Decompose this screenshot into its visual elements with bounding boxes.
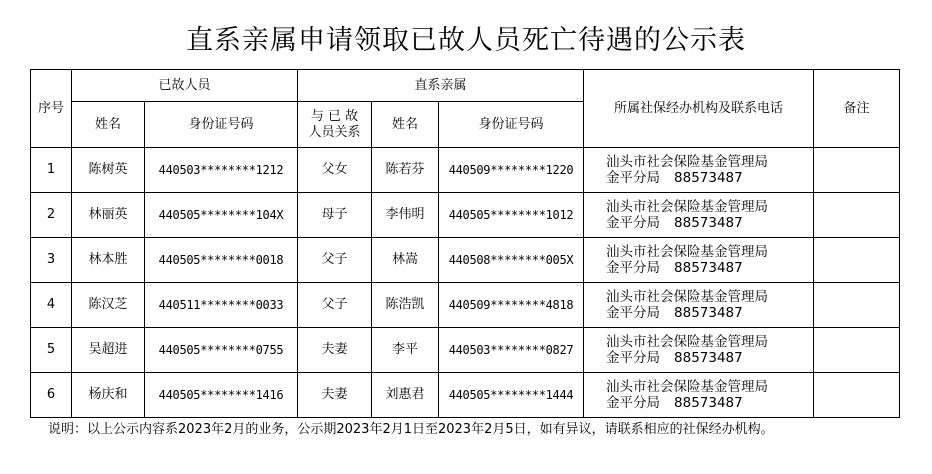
header-row-1: [31, 70, 900, 102]
table-row: [31, 283, 900, 328]
header-relative: 直系亲属: [298, 70, 584, 102]
cell-name: 陈汉芝: [72, 283, 145, 328]
cell-relation: 父子: [298, 283, 372, 328]
cell-seq: 5: [31, 328, 72, 373]
agency-name: 汕头市社会保险基金管理局: [606, 199, 769, 215]
agency-branch: 金平分局: [606, 395, 661, 411]
cell-rel-name: 陈浩凯: [372, 283, 439, 328]
cell-remark: [814, 193, 900, 238]
agency-phone: 88573487: [674, 170, 743, 186]
agency-phone: 88573487: [674, 350, 743, 366]
agency-contact: [606, 260, 813, 276]
header-seq: 序号: [31, 70, 72, 148]
cell-agency: [584, 373, 814, 418]
agency-contact: [606, 170, 813, 186]
cell-id: 440505********0018: [145, 238, 298, 283]
cell-remark: [814, 328, 900, 373]
cell-remark: [814, 148, 900, 193]
header-agency: 所属社保经办机构及联系电话: [584, 70, 814, 148]
table-row: [31, 238, 900, 283]
agency-branch: 金平分局: [606, 260, 661, 276]
header-relation-line2: 人员关系: [308, 124, 361, 140]
cell-agency: [584, 148, 814, 193]
cell-remark: [814, 373, 900, 418]
cell-rel-name: 李伟明: [372, 193, 439, 238]
table-row: [31, 328, 900, 373]
header-id: 身份证号码: [145, 102, 298, 148]
cell-id: 440505********0755: [145, 328, 298, 373]
header-deceased: 已故人员: [72, 70, 298, 102]
table-row: [31, 193, 900, 238]
cell-seq: 1: [31, 148, 72, 193]
cell-rel-id: 440509********4818: [439, 283, 584, 328]
agency-contact: [606, 350, 813, 366]
agency-contact: [606, 215, 813, 231]
footnote: 说明：以上公示内容系2023年2月的业务，公示期2023年2月1日至2023年2月5日，如有异议，请联系相应的社保经办机构。: [48, 422, 774, 437]
cell-relation: 夫妻: [298, 328, 372, 373]
cell-relation: 父子: [298, 238, 372, 283]
cell-relation: 母子: [298, 193, 372, 238]
cell-rel-name: 李平: [372, 328, 439, 373]
cell-name: 林本胜: [72, 238, 145, 283]
cell-rel-id: 440508********005X: [439, 238, 584, 283]
agency-contact: [606, 395, 813, 411]
page-title: 直系亲属申请领取已故人员死亡待遇的公示表: [186, 25, 746, 56]
agency-phone: 88573487: [674, 305, 743, 321]
cell-id: 440505********104X: [145, 193, 298, 238]
table-row: [31, 373, 900, 418]
header-rel-id: 身份证号码: [439, 102, 584, 148]
cell-seq: 3: [31, 238, 72, 283]
header-name: 姓名: [72, 102, 145, 148]
cell-rel-name: 林嵩: [372, 238, 439, 283]
cell-name: 杨庆和: [72, 373, 145, 418]
cell-rel-id: 440505********1012: [439, 193, 584, 238]
cell-name: 林丽英: [72, 193, 145, 238]
cell-remark: [814, 283, 900, 328]
header-remark: 备注: [814, 70, 900, 148]
cell-agency: [584, 238, 814, 283]
cell-name: 陈树英: [72, 148, 145, 193]
agency-branch: 金平分局: [606, 350, 661, 366]
header-rel-name: 姓名: [372, 102, 439, 148]
cell-rel-id: 440509********1220: [439, 148, 584, 193]
cell-rel-id: 440503********0827: [439, 328, 584, 373]
agency-name: 汕头市社会保险基金管理局: [606, 154, 769, 170]
cell-id: 440505********1416: [145, 373, 298, 418]
agency-phone: 88573487: [674, 395, 743, 411]
cell-agency: [584, 283, 814, 328]
cell-agency: [584, 193, 814, 238]
cell-relation: 父女: [298, 148, 372, 193]
agency-branch: 金平分局: [606, 215, 661, 231]
header-relation: [298, 102, 372, 148]
header-relation-line1: 与 已 故: [310, 108, 359, 124]
cell-id: 440511********0033: [145, 283, 298, 328]
table-row: [31, 148, 900, 193]
cell-rel-name: 刘惠君: [372, 373, 439, 418]
agency-phone: 88573487: [674, 215, 743, 231]
agency-name: 汕头市社会保险基金管理局: [606, 244, 769, 260]
notice-table: [30, 69, 900, 418]
agency-phone: 88573487: [674, 260, 743, 276]
cell-name: 吴超进: [72, 328, 145, 373]
cell-rel-id: 440505********1444: [439, 373, 584, 418]
agency-branch: 金平分局: [606, 170, 661, 186]
cell-remark: [814, 238, 900, 283]
agency-name: 汕头市社会保险基金管理局: [606, 334, 769, 350]
cell-id: 440503********1212: [145, 148, 298, 193]
cell-agency: [584, 328, 814, 373]
agency-name: 汕头市社会保险基金管理局: [606, 379, 769, 395]
cell-relation: 夫妻: [298, 373, 372, 418]
cell-seq: 4: [31, 283, 72, 328]
agency-contact: [606, 305, 813, 321]
cell-seq: 2: [31, 193, 72, 238]
cell-seq: 6: [31, 373, 72, 418]
agency-name: 汕头市社会保险基金管理局: [606, 289, 769, 305]
cell-rel-name: 陈若芬: [372, 148, 439, 193]
agency-branch: 金平分局: [606, 305, 661, 321]
